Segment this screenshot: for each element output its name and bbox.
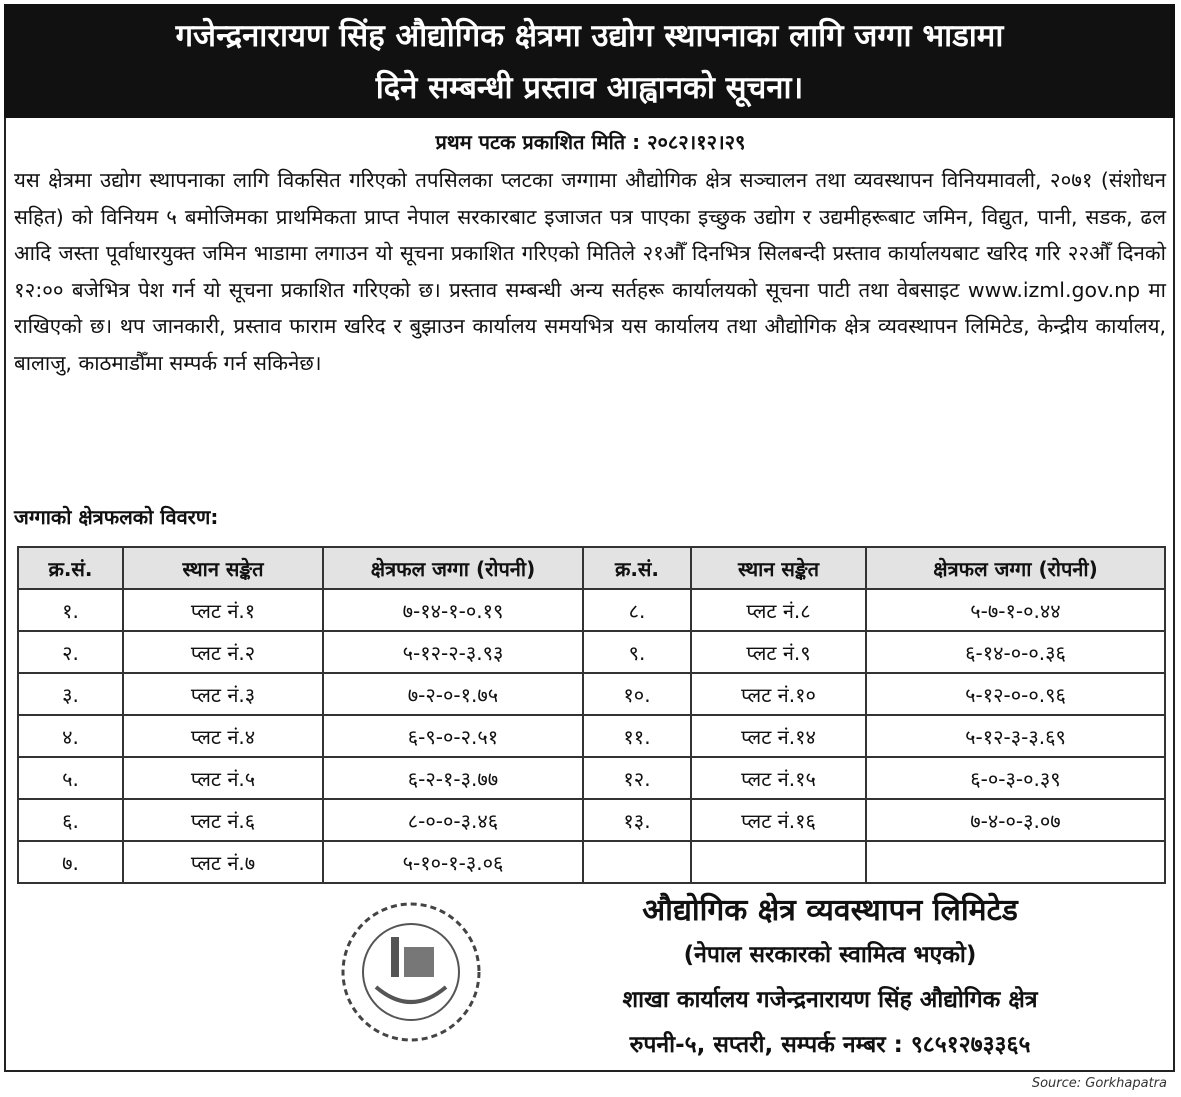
table-cell: ६-०-३-०.३९: [866, 757, 1165, 799]
table-cell: ६.: [18, 799, 123, 841]
table-cell: प्लट नं.६: [123, 799, 323, 841]
table-cell: ५-१०-१-३.०६: [323, 841, 583, 883]
table-row: [18, 589, 1165, 631]
publish-date: प्रथम पटक प्रकाशित मिति : २०८२।१२।२९: [435, 130, 746, 154]
table-cell: ८.: [583, 589, 691, 631]
title-line-1: गजेन्द्रनारायण सिंह औद्योगिक क्षेत्रमा उद्योग स्थापनाका लागि जग्गा भाडामा: [175, 18, 1004, 54]
column-header: क्र.सं.: [18, 547, 123, 589]
table-cell: प्लट नं.७: [123, 841, 323, 883]
title-line-2: दिने सम्बन्धी प्रस्ताव आह्वानको सूचना।: [375, 70, 804, 106]
column-header: क्र.सं.: [583, 547, 691, 589]
table-cell: ७-१४-१-०.१९: [323, 589, 583, 631]
table-cell: [691, 841, 866, 883]
table-cell: प्लट नं.८: [691, 589, 866, 631]
table-cell: ७-२-०-१.७५: [323, 673, 583, 715]
table-row: [18, 757, 1165, 799]
column-header: स्थान सङ्केत: [123, 547, 323, 589]
table-cell: प्लट नं.१४: [691, 715, 866, 757]
table-cell: १२.: [583, 757, 691, 799]
column-header: स्थान सङ्केत: [691, 547, 866, 589]
org-branch: शाखा कार्यालय गजेन्द्रनारायण सिंह औद्योगिक क्षेत्र: [622, 987, 1038, 1013]
table-row: [18, 631, 1165, 673]
table-row: [18, 841, 1165, 883]
notice-body: यस क्षेत्रमा उद्योग स्थापनाका लागि विकसित गरिएको तपसिलका प्लटका जग्गामा औद्योगिक क्षेत्र सञ्चालन तथा व्यवस्थापन विनियमावली, २०७१ (संशोधन सहित) को विनियम ५ बमोजिमका प्राथमिकता प्राप्त नेपाल सरकारबाट इजाजत पत्र पाएका इच्छुक उद्योग र उद्यमीहरूबाट जमिन, विद्युत, पानी, सडक, ढल आदि जस्ता पूर्वाधारयुक्त जमिन भाडामा लगाउन यो सूचना प्रकाशित गरिएको मितिले २१औँ दिनभित्र सिलबन्दी प्रस्ताव कार्यालयबाट खरिद गरि २२औँ दिनको १२:०० बजेभित्र पेश गर्न यो सूचना प्रकाशित गरिएको छ। प्रस्ताव सम्बन्धी अन्य सर्तहरू कार्यालयको सूचना पाटी तथा वेबसाइट www.izml.gov.np मा राखिएको छ। थप जानकारी, प्रस्ताव फाराम खरिद र बुझाउन कार्यालय समयभित्र यस कार्यालय तथा औद्योगिक क्षेत्र व्यवस्थापन लिमिटेड, केन्द्रीय कार्यालय, बालाजु, काठमाडौँमा सम्पर्क गर्न सकिनेछ।: [14, 168, 1166, 375]
company-logo: [336, 892, 486, 1062]
table-row: [18, 673, 1165, 715]
table-cell: ९.: [583, 631, 691, 673]
column-header: क्षेत्रफल जग्गा (रोपनी): [866, 547, 1165, 589]
table-cell: १३.: [583, 799, 691, 841]
table-cell: १.: [18, 589, 123, 631]
source-credit: Source: Gorkhapatra: [1031, 1076, 1167, 1091]
table-cell: प्लट नं.१: [123, 589, 323, 631]
table-cell: प्लट नं.२: [123, 631, 323, 673]
table-cell: ७.: [18, 841, 123, 883]
table-cell: ५-१२-०-०.९६: [866, 673, 1165, 715]
table-cell: प्लट नं.५: [123, 757, 323, 799]
table-cell: प्लट नं.१५: [691, 757, 866, 799]
plot-table: [17, 546, 1166, 884]
org-ownership: (नेपाल सरकारको स्वामित्व भएको): [683, 942, 977, 968]
table-cell: ५-७-१-०.४४: [866, 589, 1165, 631]
table-cell: प्लट नं.४: [123, 715, 323, 757]
table-cell: ५-१२-२-३.९३: [323, 631, 583, 673]
table-cell: ५-१२-३-३.६९: [866, 715, 1165, 757]
table-cell: ६-२-१-३.७७: [323, 757, 583, 799]
table-cell: प्लट नं.९: [691, 631, 866, 673]
org-address: रुपनी-५, सप्तरी, सम्पर्क नम्बर : ९८५१२७३३६५: [629, 1032, 1031, 1058]
table-cell: [583, 841, 691, 883]
table-cell: प्लट नं.१६: [691, 799, 866, 841]
organization-block: [500, 888, 1160, 1068]
column-header: क्षेत्रफल जग्गा (रोपनी): [323, 547, 583, 589]
table-cell: ६-१४-०-०.३६: [866, 631, 1165, 673]
table-cell: ८-०-०-३.४६: [323, 799, 583, 841]
table-cell: ११.: [583, 715, 691, 757]
table-row: [18, 799, 1165, 841]
table-cell: ४.: [18, 715, 123, 757]
notice-title: [4, 4, 1175, 118]
table-cell: ६-९-०-२.५१: [323, 715, 583, 757]
table-heading: जग्गाको क्षेत्रफलको विवरण:: [14, 505, 219, 529]
table-cell: ५.: [18, 757, 123, 799]
org-name: औद्योगिक क्षेत्र व्यवस्थापन लिमिटेड: [642, 893, 1018, 928]
table-cell: १०.: [583, 673, 691, 715]
table-cell: २.: [18, 631, 123, 673]
table-row: [18, 715, 1165, 757]
table-cell: ३.: [18, 673, 123, 715]
table-cell: प्लट नं.३: [123, 673, 323, 715]
table-cell: प्लट नं.१०: [691, 673, 866, 715]
table-cell: [866, 841, 1165, 883]
table-cell: ७-४-०-३.०७: [866, 799, 1165, 841]
